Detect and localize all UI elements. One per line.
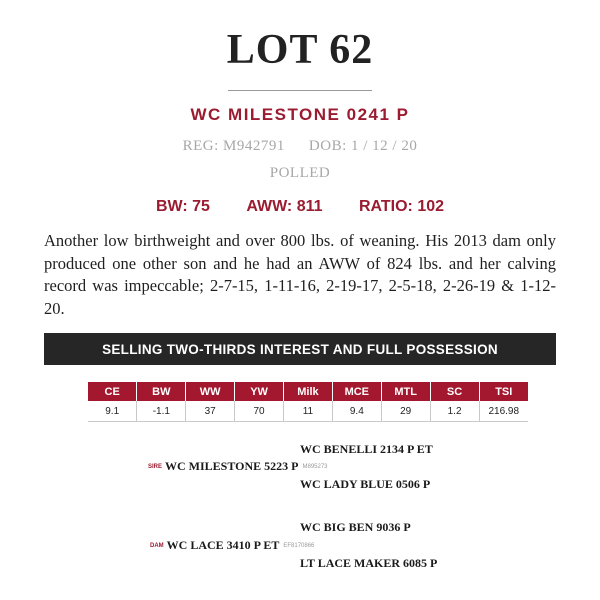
- pedigree-dam-dam: LT LACE MAKER 6085 P: [300, 556, 438, 570]
- selling-banner-text: SELLING TWO-THIRDS INTEREST AND FULL POSSESSION: [102, 341, 498, 357]
- adjusted-weaning-weight: AWW: 811: [246, 198, 323, 215]
- pedigree-dam: WC LACE 3410 P ET: [166, 538, 280, 552]
- pedigree-dam-entry: [150, 538, 314, 553]
- date-of-birth: DOB: 1 / 12 / 20: [308, 138, 418, 154]
- epd-value: 11: [284, 401, 333, 422]
- registration-line: [0, 138, 600, 155]
- performance-stats: [0, 198, 600, 216]
- epd-header: MCE: [332, 382, 381, 401]
- selling-banner: [44, 333, 556, 365]
- registration-number: REG: M942791: [182, 138, 285, 154]
- epd-header: BW: [137, 382, 186, 401]
- epd-header: MTL: [381, 382, 430, 401]
- sire-registration: M895273: [302, 464, 328, 471]
- epd-value: 216.98: [479, 401, 528, 422]
- epd-header: SC: [430, 382, 479, 401]
- dam-label: DAM: [150, 543, 164, 550]
- epd-value-row: [88, 401, 528, 422]
- epd-header: YW: [235, 382, 284, 401]
- title-divider: [228, 90, 372, 91]
- birth-weight: BW: 75: [155, 198, 210, 215]
- epd-value: -1.1: [137, 401, 186, 422]
- epd-header-row: [88, 382, 528, 401]
- epd-value: 37: [186, 401, 235, 422]
- epd-header: Milk: [284, 382, 333, 401]
- lot-description: Another low birthweight and over 800 lbs. of weaning. His 2013 dam only produced one other son and he had an AWW of 824 lbs. and her calving record was impeccable; 2-7-15, 1-11-16, 2-19-17, 2-5-18, 2-26-19 & 1-12-20.: [44, 231, 556, 318]
- epd-header: TSI: [479, 382, 528, 401]
- pedigree-sire-entry: [148, 459, 328, 474]
- epd-value: 1.2: [430, 401, 479, 422]
- lot-title: LOT 62: [226, 27, 374, 73]
- pedigree-sire-sire: WC BENELLI 2134 P ET: [300, 442, 433, 456]
- animal-name: WC MILESTONE 0241 P: [190, 105, 410, 124]
- epd-value: 9.4: [332, 401, 381, 422]
- sire-label: SIRE: [148, 464, 163, 471]
- pedigree-sire: WC MILESTONE 5223 P: [165, 459, 299, 473]
- polled-status: POLLED: [269, 165, 331, 181]
- epd-table: [88, 382, 528, 422]
- pedigree-sire-dam: WC LADY BLUE 0506 P: [300, 477, 431, 491]
- epd-value: 29: [381, 401, 430, 422]
- epd-header: WW: [186, 382, 235, 401]
- dam-registration: EF8170866: [283, 543, 315, 550]
- epd-value: 9.1: [88, 401, 137, 422]
- pedigree-dam-sire: WC BIG BEN 9036 P: [300, 520, 411, 534]
- epd-value: 70: [235, 401, 284, 422]
- epd-header: CE: [88, 382, 137, 401]
- weaning-ratio: RATIO: 102: [358, 198, 445, 215]
